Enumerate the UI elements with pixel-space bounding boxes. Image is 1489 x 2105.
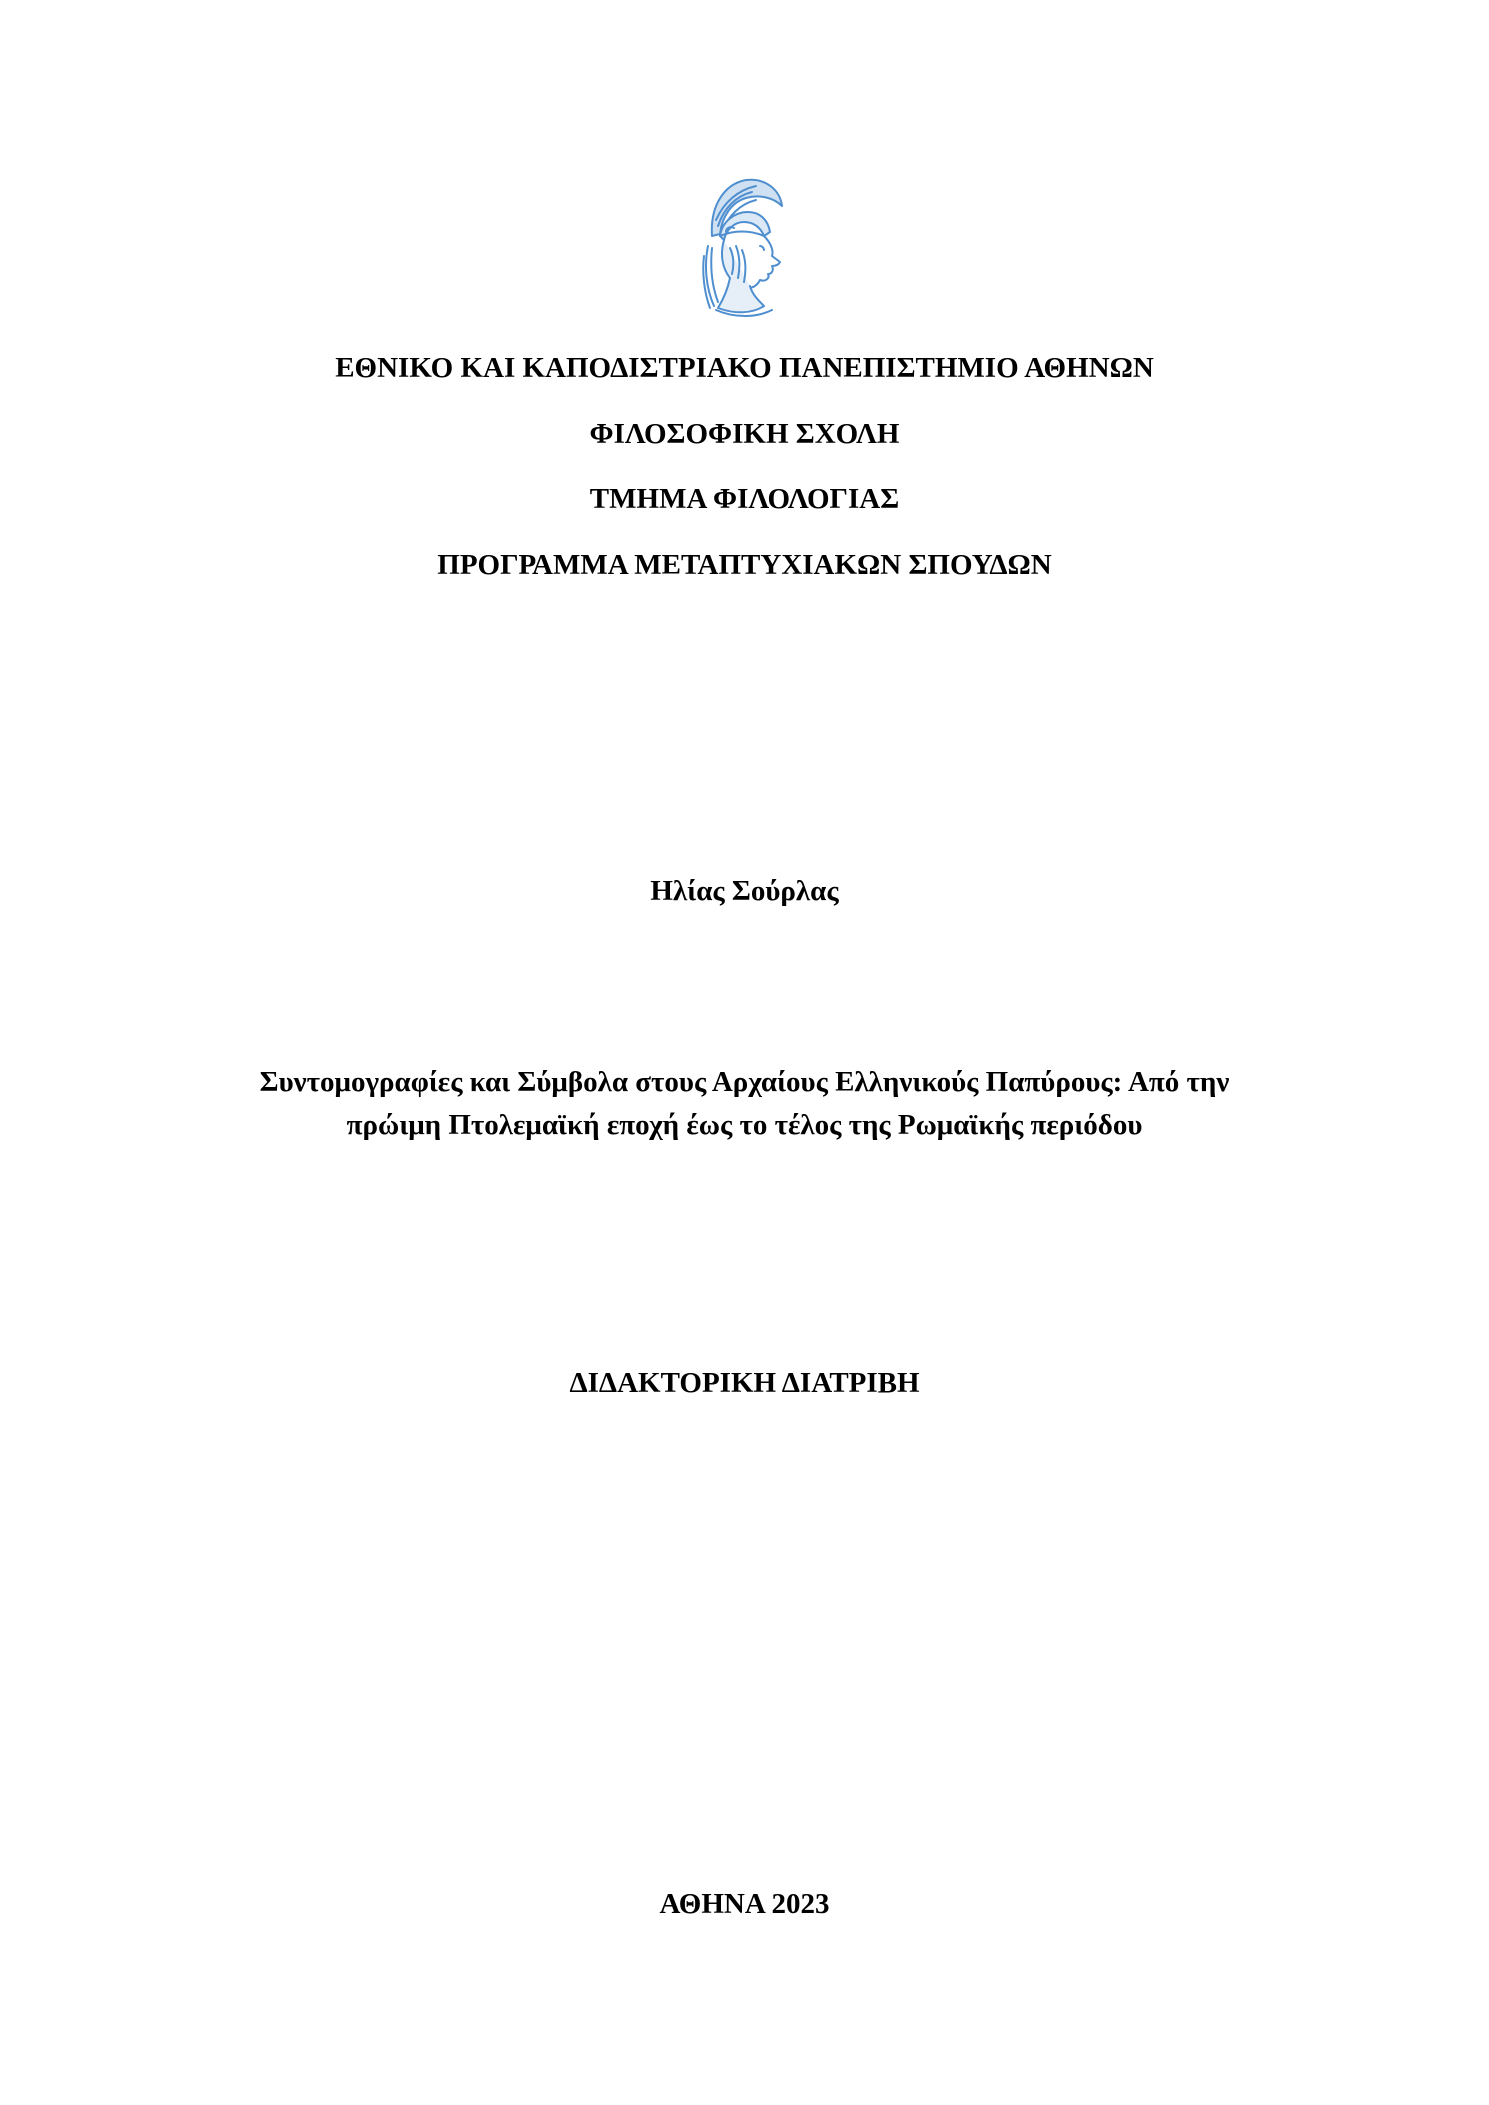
thesis-type: ΔΙΔΑΚΤΟΡΙΚΗ ΔΙΑΤΡΙΒΗ — [569, 1367, 920, 1399]
thesis-title-line-1: Συντομογραφίες και Σύμβολα στους Αρχαίους Ελληνικούς Παπύρους: Από την — [259, 1066, 1230, 1098]
place-and-year: ΑΘΗΝΑ 2023 — [659, 1888, 830, 1920]
department-name: ΤΜΗΜΑ ΦΙΛΟΛΟΓΙΑΣ — [589, 483, 900, 515]
school-name: ΦΙΛΟΣΟΦΙΚΗ ΣΧΟΛΗ — [589, 418, 900, 450]
athena-helmet-emblem-icon — [694, 176, 796, 322]
program-name: ΠΡΟΓΡΑΜΜΑ ΜΕΤΑΠΤΥΧΙΑΚΩΝ ΣΠΟΥΔΩΝ — [437, 549, 1052, 581]
university-name: ΕΘΝΙΚΟ ΚΑΙ ΚΑΠΟΔΙΣΤΡΙΑΚΟ ΠΑΝΕΠΙΣΤΗΜΙΟ ΑΘΗΝΩΝ — [335, 352, 1154, 384]
author-name: Ηλίας Σούρλας — [650, 875, 839, 907]
thesis-title-line-2: πρώιμη Πτολεμαϊκή εποχή έως το τέλος της Ρωμαϊκής περιόδου — [346, 1109, 1143, 1141]
